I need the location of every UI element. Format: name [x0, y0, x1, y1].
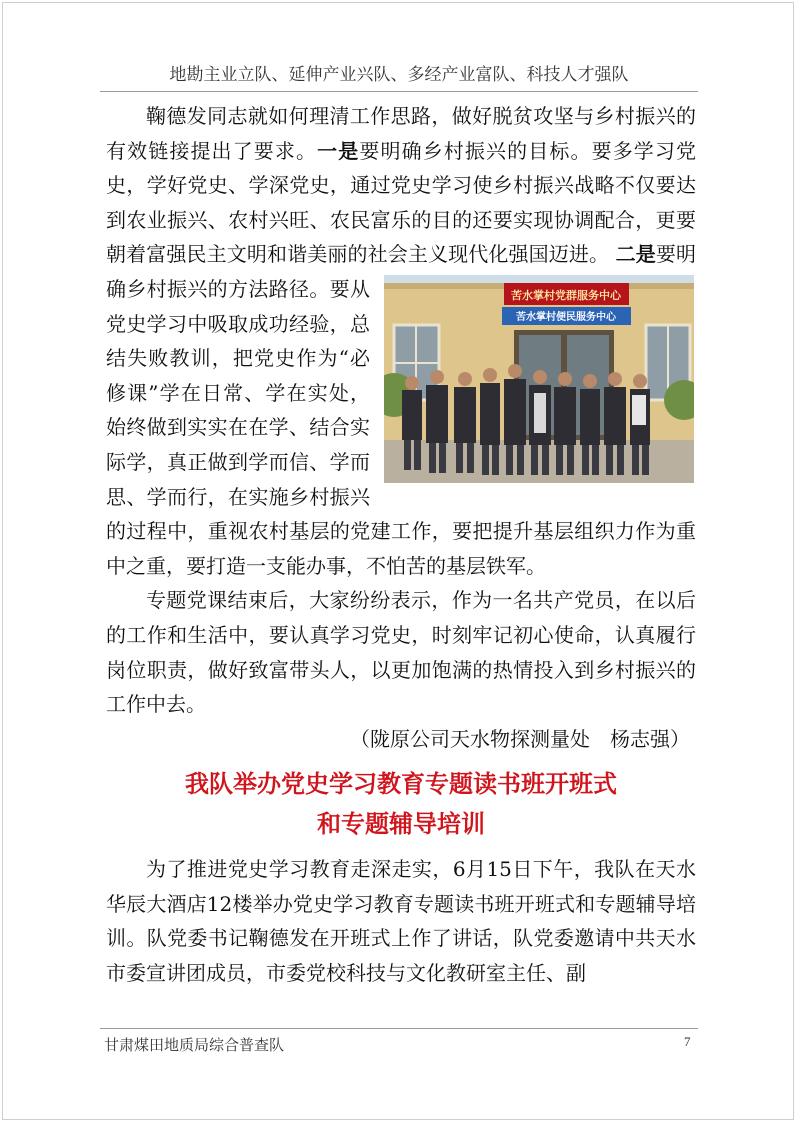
article1-p1-start: 鞠德发同志就如何理清工作思路，做好脱贫攻坚与乡村振兴的有效链接提出了要求。: [106, 104, 696, 163]
article1-paragraph1: [106, 99, 696, 583]
article2-title-line1: 我队举办党史学习教育专题读书班开班式: [185, 770, 617, 799]
footer-divider: [100, 1028, 698, 1029]
running-header: 地勘主业立队、延伸产业兴队、多经产业富队、科技人才强队: [100, 60, 698, 92]
article2-title-line2: 和专题辅导培训: [317, 810, 485, 839]
article1-p1-point-two: 二是: [615, 242, 656, 267]
sign-top-text: 苦水掌村党群服务中心: [511, 288, 621, 302]
article2-headline: [106, 764, 696, 844]
footer-organization: 甘肃煤田地质局综合普查队: [104, 1036, 285, 1054]
page-number: 7: [684, 1034, 691, 1049]
photo-figure: [384, 275, 694, 483]
group-photo: [384, 275, 694, 483]
article1-paragraph2: 专题党课结束后，大家纷纷表示，作为一名共产党员，在以后的工作和生活中，要认真学习党史，时刻牢记初心使命，认真履行岗位职责，做好致富带头人，以更加饱满的热情投入到乡村振兴的工作中去。: [106, 588, 696, 717]
article1-p1-mid: 要明确乡村振兴的目标。要多学习党史，学好党史、学深党史，通过党史学习使乡村振兴战略不仅要达到农业振兴、农村兴旺、农民富乐的目的还要实现协调配合，更要朝着富强民主文明和谐美丽的社会主义现代化强国迈进。: [106, 138, 697, 267]
sign-bottom-text: 苦水掌村便民服务中心: [516, 311, 616, 323]
article1-p1-point-one: 一是: [317, 138, 360, 163]
page-content: [106, 99, 696, 991]
article1-author: （陇原公司天水物探测量处 杨志强）: [350, 726, 690, 751]
article1-p1-end: 要明确乡村振兴的方法路径。要从党史学习中吸取成功经验，总结失败教训，把党史作为“必修课”学在日常、学在实处，始终做到实实在在学、结合实际学，真正做到学而信、学而思、学而行，在实施乡村振兴的过程中，重视农村基层的党建工作，要把提升基层组织力作为重中之重，要打造一支能办事，不怕苦的基层铁军。: [106, 242, 697, 578]
article2-paragraph1: 为了推进党史学习教育走深走实，6月15日下午，我队在天水华辰大酒店12楼举办党史学习教育专题读书班开班式和专题辅导培训。队党委书记鞠德发在开班式上作了讲话，队党委邀请中共天水市委宣讲团成员，市委党校科技与文化教研室主任、副: [106, 857, 696, 986]
